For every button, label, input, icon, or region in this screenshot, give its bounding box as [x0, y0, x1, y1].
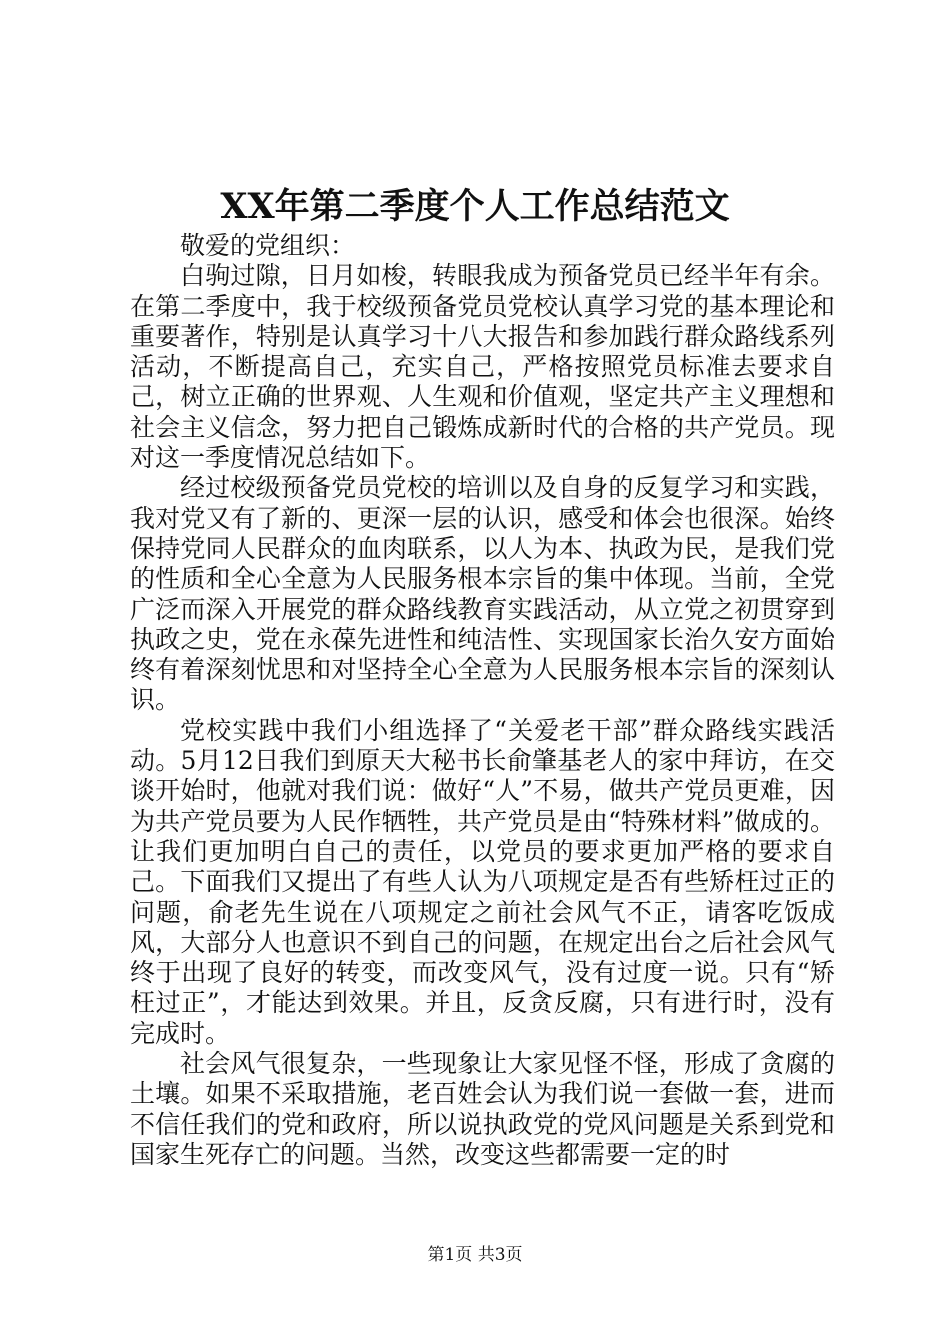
document-body	[130, 231, 835, 1170]
paragraph-1: 白驹过隙，日月如梭，转眼我成为预备党员已经半年有余。在第二季度中，我于校级预备党员党校认真学习党的基本理论和重要著作，特别是认真学习十八大报告和参加践行群众路线系列活动，不断提高自己，充实自己，严格按照党员标准去要求自己，树立正确的世界观、人生观和价值观，坚定共产主义理想和社会主义信念，努力把自己锻炼成新时代的合格的共产党员。现对这一季度情况总结如下。	[130, 261, 835, 473]
paragraph-3: 党校实践中我们小组选择了“关爱老干部”群众路线实践活动。5月12日我们到原天大秘书长俞肇基老人的家中拜访，在交谈开始时，他就对我们说：做好“人”不易，做共产党员更难，因为共产党员要为人民作牺牲，共产党员是由“特殊材料”做成的。让我们更加明白自己的责任，以党员的要求更加严格的要求自己。下面我们又提出了有些人认为八项规定是否有些矫枉过正的问题，俞老先生说在八项规定之前社会风气不正，请客吃饭成风，大部分人也意识不到自己的问题，在规定出台之后社会风气终于出现了良好的转变，而改变风气，没有过度一说。只有“矫枉过正”，才能达到效果。并且，反贪反腐，只有进行时，没有完成时。	[130, 715, 835, 1048]
document-title: XX年第二季度个人工作总结范文	[220, 186, 730, 227]
paragraph-4: 社会风气很复杂，一些现象让大家见怪不怪，形成了贪腐的土壤。如果不采取措施，老百姓会认为我们说一套做一套，进而不信任我们的党和政府，所以说执政党的党风问题是关系到党和国家生死存亡的问题。当然，改变这些都需要一定的时	[130, 1049, 835, 1169]
paragraph-2: 经过校级预备党员党校的培训以及自身的反复学习和实践，我对党又有了新的、更深一层的认识，感受和体会也很深。始终保持党同人民群众的血肉联系，以人为本、执政为民，是我们党的性质和全心全意为人民服务根本宗旨的集中体现。当前，全党广泛而深入开展党的群众路线教育实践活动，从立党之初贯穿到执政之史，党在永葆先进性和纯洁性、实现国家长治久安方面始终有着深刻忧思和对坚持全心全意为人民服务根本宗旨的深刻认识。	[130, 473, 835, 715]
page-footer: 第1页 共3页	[427, 1245, 523, 1265]
salutation: 敬爱的党组织：	[180, 231, 356, 260]
